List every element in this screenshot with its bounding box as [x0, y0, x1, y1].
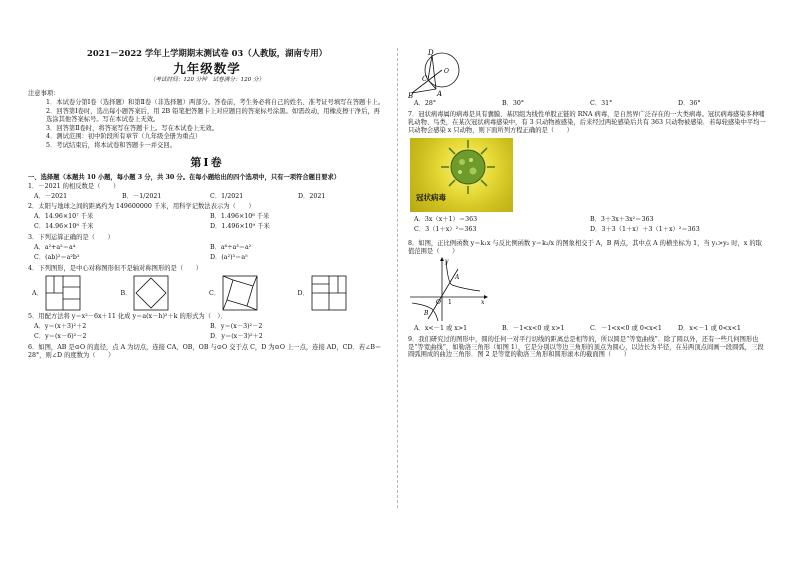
q2-option-a: A．14.96×10⁷ 千米: [34, 213, 94, 221]
question-8: 8．如图，正比例函数 y＝k₁x 与反比例函数 y＝k₂/x 的图象相交于 A，B 两点，其中点 A 的横坐标为 1，当 y₁>y₂ 时，x 的取值范围是（ ）: [408, 240, 762, 256]
q6-options: [414, 100, 766, 108]
graph-label-y: y: [445, 257, 449, 265]
q8-option-a: A．x<－1 或 x>1: [414, 324, 468, 332]
q8-option-b: B．－1<x<0 或 x>1: [502, 324, 565, 332]
q1-option-c: C．1/2021: [210, 192, 244, 200]
q2-option-d: D．1.496×10⁹ 千米: [210, 223, 270, 231]
q3-option-a: A．a²+a²＝a⁴: [34, 243, 76, 251]
q7-option-c: C．3（1＋x）²＝363: [414, 226, 477, 234]
note-item: 1．本试卷分第Ⅰ卷（选择题）和第Ⅱ卷（非选择题）两部分。答卷前，考生务必将自己的姓名、准考证号填写在答题卡上。: [46, 98, 385, 106]
note-item: 4．测试范围：初中阶段所有章节（九年级全册为重点）: [46, 133, 202, 141]
grid-square-figure: [311, 275, 347, 311]
note-item: 2．回答第Ⅰ卷时，选出每小题答案后，用 2B 铅笔把答题卡上对应题目的答案标号涂黑。如需改动，用橡皮擦干净后，再选涂其他答案标号。写在本试卷上无效。: [46, 107, 380, 123]
q8-option-c: C．－1<x<0 或 0<x<1: [590, 324, 662, 332]
q3-option-c: C．(ab)²＝a²b²: [34, 253, 80, 261]
image-caption: 冠状病毒: [416, 193, 446, 203]
question-4: 4．下列图形，是中心对称图形但不是轴对称图形的是（ ）: [28, 264, 203, 272]
q1-option-b: B．－1/2021: [122, 192, 162, 200]
q4-option-a: [32, 275, 121, 311]
q4-figures: [32, 275, 386, 311]
q2-options: [34, 213, 386, 231]
q4-label-b: B．: [120, 289, 132, 297]
exam-title: 2021－2022 学年上学期期末测试卷 03（人教版，湖南专用）: [87, 48, 327, 58]
q6-option-a: A．28°: [414, 100, 437, 107]
q4-option-c: [209, 275, 298, 311]
q2-option-c: C．14.96×10⁸ 千米: [34, 223, 94, 231]
square-pattern-a-figure: [45, 275, 81, 311]
fig-label-a: A: [437, 90, 443, 98]
notes-heading: 注意事项：: [28, 90, 60, 98]
graph-label-o: O: [436, 298, 441, 306]
q3-option-d: D．(a²)³＝a⁵: [210, 253, 248, 261]
q4-label-a: A．: [32, 289, 43, 297]
q7-option-a: A．3x（x＋1）＝363: [414, 216, 478, 224]
circle-tangent-figure: [408, 48, 468, 98]
right-column: [408, 48, 766, 360]
graph-label-x: x: [481, 298, 485, 306]
section-heading: 一、选择题（本题共 10 小题，每小题 3 分，共 30 分。在每小题给出的四个选项中，只有一项符合题目要求）: [28, 173, 341, 181]
q5-option-b: B．y＝(x－3)²－2: [210, 323, 263, 331]
q8-options: [414, 325, 766, 333]
graph-label-b: B: [424, 309, 429, 317]
q4-label-d: D．: [297, 289, 309, 297]
part-title: 第Ⅰ卷: [190, 156, 224, 170]
question-7: 7．冠状病毒属的病毒是具有囊膜、基因组为线性单股正链的 RNA 病毒，是自然界广泛存在的一大类病毒。冠状病毒感染多种哺乳动物、鸟类，在某次冠状病毒感染中，有 3 只动物被感染，后来经过两轮感染后共有 363 只动物被感染．若每轮感染中平均一只动物会感染 x 只动物，则下面所列方程正确的是（ ）: [408, 110, 766, 134]
q7-options: [414, 216, 766, 234]
column-divider: [397, 48, 398, 508]
note-item: 3．回答第Ⅱ卷时，将答案写在答题卡上。写在本试卷上无效。: [46, 124, 219, 132]
question-9: 9．我们研究过的图形中，圆的任何一对平行切线的距离总是相等的，所以圆是“等宽曲线”．除了圆以外，还有一些几何图形也是“等宽曲线”，如勒洛三角形（如图 1），它是分别以等边三角形的顶点为圆心，以边长为半径，在另两顶点间画一段圆弧，三段圆弧围成的曲边三角形．图 2 是等宽的勒洛三角形和圆形滚木的截面图（ ）: [408, 335, 764, 359]
q5-options: [34, 323, 386, 341]
q7-option-b: B．3＋3x＋3x²＝363: [590, 216, 654, 224]
fig-label-b: B: [408, 92, 414, 98]
graph-label-a: A: [455, 273, 460, 281]
fig-label-o: O: [444, 68, 449, 75]
q8-option-d: D．x<－1 或 0<x<1: [678, 324, 741, 332]
question-1: 1．－2021 的相反数是（ ）: [28, 182, 120, 190]
q3-options: [34, 244, 386, 262]
diamond-in-square-figure: [133, 275, 169, 311]
graph-label-1: 1: [448, 298, 452, 306]
question-6: 6．如图，AB 是⊙O 的直径，点 A 为切点，连接 CA，OB，OB 与⊙O 交于点 C，D 为⊙O 上一点，连接 AD，CD．若∠B＝28°，则∠D 的度数为（ ）: [28, 344, 382, 359]
q1-options: [34, 193, 386, 201]
q4-label-c: C．: [209, 289, 221, 297]
q1-option-a: A．－2021: [34, 192, 68, 200]
q5-option-c: C．y＝(x－6)²－2: [34, 333, 87, 341]
q2-option-b: B．1.496×10⁸ 千米: [210, 213, 270, 221]
fig-label-c: C: [422, 75, 428, 83]
note-item: 5．考试结束后，将本试卷和答题卡一并交回。: [46, 142, 176, 150]
exam-subject: 九年级数学: [173, 60, 241, 76]
question-2: 2．太阳与地球之间的距离约为 149600000 千米，用科学记数法表示为（ ）: [28, 203, 255, 211]
q5-option-d: D．y＝(x－3)²＋2: [210, 333, 263, 341]
q4-option-b: [121, 275, 210, 311]
q6-option-c: C．31°: [590, 100, 613, 107]
question-3: 3．下列运算正确的是（ ）: [28, 234, 114, 242]
q6-option-b: B．30°: [502, 100, 525, 107]
coronavirus-image: [410, 138, 513, 212]
function-graph-figure: [408, 257, 488, 323]
pinwheel-square-figure: [222, 275, 258, 311]
q1-option-d: D．2021: [298, 192, 326, 200]
exam-info: （考试时间：120 分钟 试卷满分：120 分）: [149, 77, 265, 84]
left-column: [28, 48, 386, 361]
fig-label-d: D: [428, 49, 434, 57]
q3-option-b: B．a⁶÷a³＝a²: [210, 243, 252, 251]
question-5: 5．用配方法将 y＝x²－6x＋11 化成 y＝a(x－h)²＋k 的形式为（ ）．: [28, 313, 227, 321]
q6-option-d: D．36°: [678, 100, 701, 107]
q7-option-d: D．3＋3（1＋x）＋3（1＋x）²＝363: [590, 226, 700, 234]
q5-option-a: A．y＝(x＋3)²＋2: [34, 323, 87, 331]
q4-option-d: [298, 275, 387, 311]
